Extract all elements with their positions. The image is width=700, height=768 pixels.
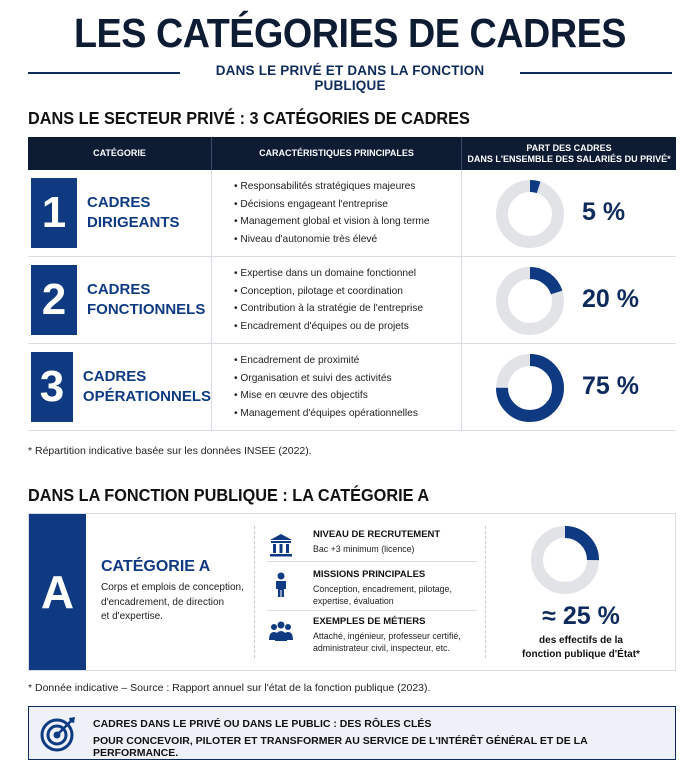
category-a-description-line3: et d'expertise. xyxy=(101,611,163,622)
feature-description xyxy=(313,583,483,607)
characteristics-cell xyxy=(212,170,462,256)
divider xyxy=(254,526,255,658)
category-name-line2: DIRIGEANTS xyxy=(87,214,180,231)
category-name-line2: OPÉRATIONNELS xyxy=(82,388,211,405)
category-name xyxy=(83,367,211,407)
list-item: • Encadrement de proximité xyxy=(234,352,461,370)
target-icon xyxy=(39,715,77,753)
table-header xyxy=(28,137,676,170)
panel-categorie-a xyxy=(28,513,676,671)
category-name-line2: FONCTIONNELS xyxy=(87,301,206,318)
list-item: • Expertise dans un domaine fonctionnel xyxy=(234,265,461,283)
list-item: • Niveau d'autonomie très élevé xyxy=(234,231,461,249)
table-prive xyxy=(28,137,676,431)
feature-title: NIVEAU DE RECRUTEMENT xyxy=(313,529,441,540)
group-icon xyxy=(267,618,295,646)
characteristics-list xyxy=(234,352,461,422)
category-number: 1 xyxy=(31,178,77,248)
divider xyxy=(267,561,477,562)
col-header-part xyxy=(462,137,676,170)
donut-track xyxy=(502,186,558,242)
share-label-line1: des effectifs de la xyxy=(539,635,623,646)
subtitle-row xyxy=(28,61,672,93)
table-row xyxy=(28,257,676,344)
category-letter: A xyxy=(29,514,86,670)
feature-description-line2: administrateur civil, inspecteur, etc. xyxy=(313,643,450,653)
banner-line1: CADRES DANS LE PRIVÉ OU DANS LE PUBLIC : DES RÔLES CLÉS xyxy=(93,718,432,730)
share-value: ≈ 25 % xyxy=(542,602,620,630)
table-row xyxy=(28,344,676,431)
feature-description xyxy=(313,630,483,654)
col-header-part-line1: PART DES CADRES xyxy=(526,142,612,153)
list-item: • Mise en œuvre des objectifs xyxy=(234,387,461,405)
category-cell xyxy=(28,257,212,343)
share-value: 20 % xyxy=(582,285,639,313)
category-name xyxy=(87,193,180,233)
characteristics-cell xyxy=(212,344,462,430)
category-a-title: CATÉGORIE A xyxy=(101,558,211,575)
characteristics-list xyxy=(234,265,461,335)
feature-description-line1: Conception, encadrement, pilotage, xyxy=(313,584,452,594)
list-item: • Organisation et suivi des activités xyxy=(234,370,461,388)
list-item: • Management d'équipes opérationnelles xyxy=(234,405,461,423)
category-name-line1: CADRES xyxy=(87,194,151,211)
section-heading-prive: DANS LE SECTEUR PRIVÉ : 3 CATÉGORIES DE CADRES xyxy=(28,108,470,128)
category-a-description-line1: Corps et emplois de conception, xyxy=(101,582,244,593)
list-item: • Responsabilités stratégiques majeures xyxy=(234,178,461,196)
person-icon xyxy=(267,571,295,599)
banner-line2: POUR CONCEVOIR, PILOTER ET TRANSFORMER AU SERVICE DE L'INTÉRÊT GÉNÉRAL ET DE LA PERFORMANCE. xyxy=(93,735,588,759)
col-header-part-line2: DANS L'ENSEMBLE DES SALARIÉS DU PRIVÉ* xyxy=(467,153,671,164)
category-name-line1: CADRES xyxy=(82,368,147,385)
category-cell xyxy=(28,344,212,430)
characteristics-cell xyxy=(212,257,462,343)
page-title: LES CATÉGORIES DE CADRES xyxy=(73,10,627,56)
conclusion-banner xyxy=(28,706,676,760)
footnote-public: * Donnée indicative – Source : Rapport annuel sur l'état de la fonction publique (2023). xyxy=(28,682,431,694)
share-value: 5 % xyxy=(582,198,626,226)
share-value: 75 % xyxy=(582,372,639,400)
building-icon xyxy=(267,531,295,559)
subtitle-rule-left xyxy=(28,72,180,74)
share-cell xyxy=(462,344,676,430)
donut-chart-operationnels xyxy=(494,352,566,424)
share-cell xyxy=(462,257,676,343)
list-item: • Contribution à la stratégie de l'entreprise xyxy=(234,300,461,318)
col-header-categorie: CATÉGORIE xyxy=(28,137,212,170)
donut-chart-dirigeants xyxy=(494,178,566,250)
category-cell xyxy=(28,170,212,256)
category-name xyxy=(87,280,205,320)
category-a-description xyxy=(101,581,251,625)
divider xyxy=(267,610,477,611)
col-header-caracteristiques: CARACTÉRISTIQUES PRINCIPALES xyxy=(212,137,462,170)
section-heading-public: DANS LA FONCTION PUBLIQUE : LA CATÉGORIE A xyxy=(28,485,430,505)
share-label xyxy=(485,634,677,662)
footnote-prive: * Répartition indicative basée sur les données INSEE (2022). xyxy=(28,445,312,457)
subtitle-rule-right xyxy=(520,72,672,74)
list-item: • Encadrement d'équipes ou de projets xyxy=(234,318,461,336)
category-a-description-line2: d'encadrement, de direction xyxy=(101,596,225,608)
feature-description xyxy=(313,543,483,555)
category-number: 3 xyxy=(31,352,73,422)
feature-description-line1: Attaché, ingénieur, professeur certifié, xyxy=(313,631,461,641)
list-item: • Management global et vision à long terme xyxy=(234,213,461,231)
table-row xyxy=(28,170,676,257)
donut-chart-categorie-a xyxy=(529,524,601,596)
donut-chart-fonctionnels xyxy=(494,265,566,337)
list-item: • Conception, pilotage et coordination xyxy=(234,283,461,301)
category-number: 2 xyxy=(31,265,77,335)
characteristics-list xyxy=(234,178,461,248)
feature-title: EXEMPLES DE MÉTIERS xyxy=(313,616,426,627)
share-label-line2: fonction publique d'État* xyxy=(522,649,640,660)
category-name-line1: CADRES xyxy=(87,281,151,298)
feature-title: MISSIONS PRINCIPALES xyxy=(313,569,426,580)
share-cell xyxy=(462,170,676,256)
feature-description-line2: expertise, évaluation xyxy=(313,596,394,606)
list-item: • Décisions engageant l'entreprise xyxy=(234,196,461,214)
feature-description-line1: Bac +3 minimum (licence) xyxy=(313,544,415,554)
page-subtitle: DANS LE PRIVÉ ET DANS LA FONCTION PUBLIQUE xyxy=(215,63,485,93)
